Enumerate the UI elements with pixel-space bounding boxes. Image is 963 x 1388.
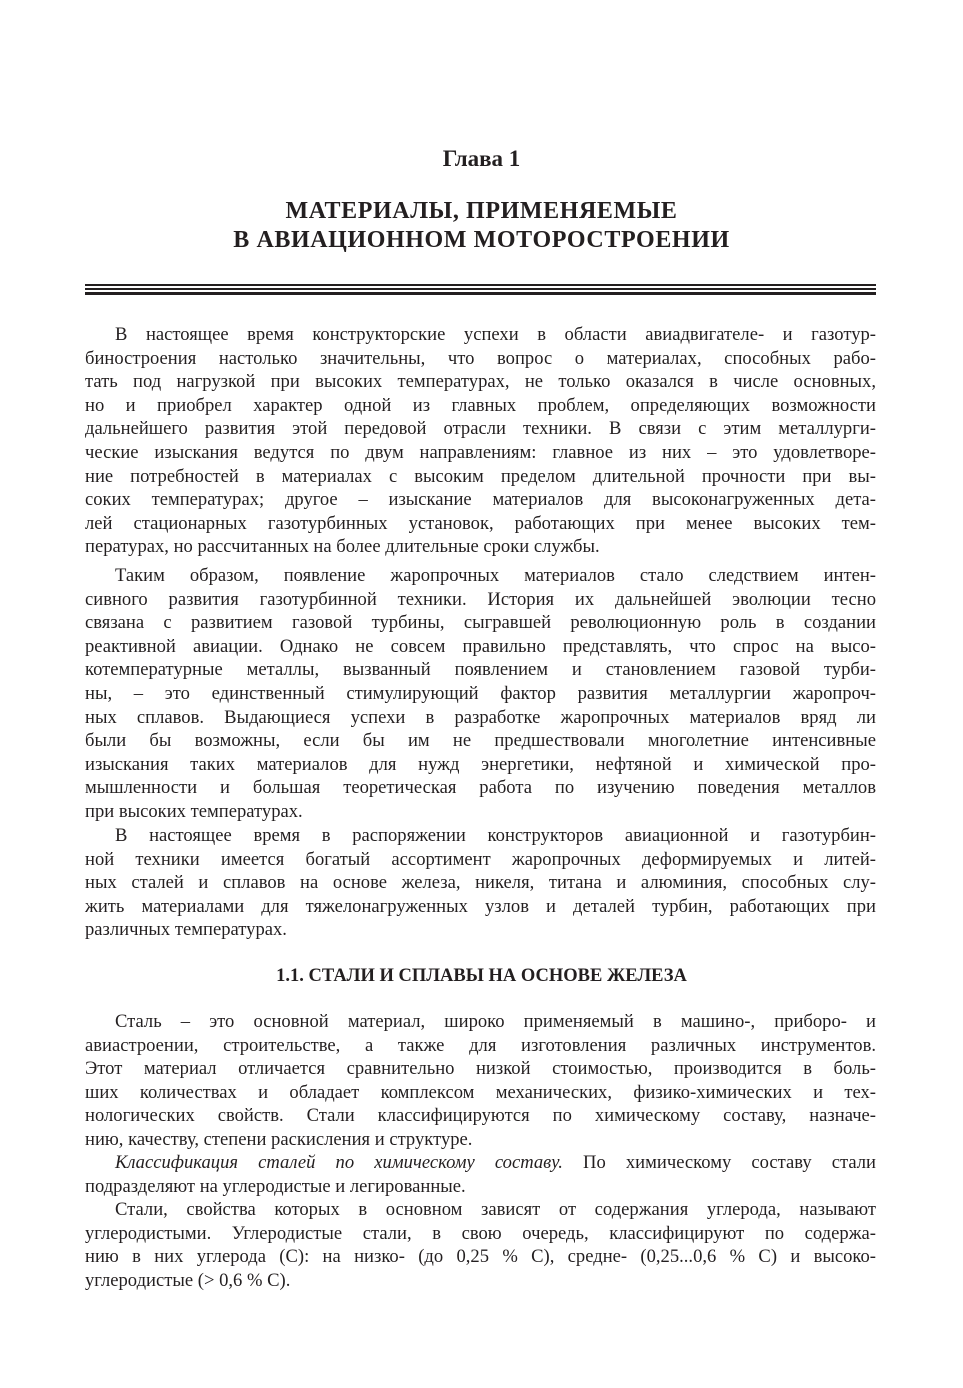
section-heading: 1.1. СТАЛИ И СПЛАВЫ НА ОСНОВЕ ЖЕЛЕЗА <box>276 966 687 986</box>
text-line: соких температурах; другое – изыскание материалов для высоконагруженных дета- <box>85 489 876 511</box>
text-line: В настоящее время конструкторские успехи в области авиадвигателе- и газотур- <box>115 324 876 345</box>
text-line: пературах, но рассчитанных на более длительные сроки службы. <box>85 536 600 558</box>
chapter-title-line-1: МАТЕРИАЛЫ, ПРИМЕНЯЕМЫЕ <box>285 198 678 224</box>
paragraph-intro <box>85 323 876 559</box>
text-line: Сталь – это основной материал, широко применяемый в машино-, приборо- и <box>115 1011 876 1032</box>
text-line: изыскания таких материалов для нужд энергетики, нефтяной и химической про- <box>85 753 876 775</box>
text-line: углеродистые (> 0,6 % С). <box>85 1269 291 1291</box>
text-line: нологических свойств. Стали классифицируются по химическому составу, назначе- <box>85 1105 876 1127</box>
text-line: Этот материал отличается сравнительно низкой стоимостью, производится в боль- <box>85 1058 876 1080</box>
text-line: жить материалами для тяжелонагруженных узлов и деталей турбин, работающих при <box>85 895 876 917</box>
text-line: углеродистыми. Углеродистые стали, в свою очередь, классифицируют по содержа- <box>85 1222 876 1244</box>
text-line: сивного развития газотурбинной техники. История их дальнейшей эволюции тесно <box>85 588 876 610</box>
text-line: тать под нагрузкой при высоких температурах, не только оказался в числе основных, <box>85 371 876 393</box>
text-line: ной техники имеется богатый ассортимент жаропрочных деформируемых и литей- <box>85 848 876 870</box>
text-line: котемпературные металлы, вызванный появлением и становлением газовой турби- <box>85 659 876 681</box>
chapter-title-line-2: В АВИАЦИОННОМ МОТОРОСТРОЕНИИ <box>233 227 730 253</box>
text-line: подразделяют на углеродистые и легированные. <box>85 1175 466 1197</box>
text-line: ных сталей и сплавов на основе железа, никеля, титана и алюминия, способных слу- <box>85 872 876 894</box>
text-line: мышленности и большая теоретическая работа по изучению поведения металлов <box>85 777 876 799</box>
text-line: но и приобрел характер одной из главных проблем, определяющих возможности <box>85 394 876 416</box>
text-line: были бы возможны, если бы им не предшествовали многолетние интенсивные <box>85 730 876 752</box>
text-line: при высоких температурах. <box>85 800 303 822</box>
text-line: авиастроении, строительстве, а также для изготовления различных инструментов. <box>85 1034 876 1056</box>
title-rule-thin-1 <box>85 284 876 286</box>
text-line: лей стационарных газотурбинных установок, работающих при менее высоких тем- <box>85 512 876 534</box>
text-run: По химическому составу стали <box>562 1152 876 1173</box>
title-rule-thick <box>85 292 876 295</box>
text-line: ческие изыскания ведутся по двум направлениям: главное из них – это удовлетворе- <box>85 441 876 463</box>
text-line: Таким образом, появление жаропрочных материалов стало следствием интен- <box>115 565 876 586</box>
text-line: нию в них углерода (С): на низко- (до 0,25 % С), средне- (0,25...0,6 % С) и высоко- <box>85 1246 876 1268</box>
paragraph-assortment <box>85 824 876 942</box>
title-rule-thin-2 <box>85 288 876 290</box>
text-line: ны, – это единственный стимулирующий фактор развития металлургии жаропроч- <box>85 682 876 704</box>
text-line <box>85 1151 876 1175</box>
text-line: различных температурах. <box>85 919 287 941</box>
chapter-label: Глава 1 <box>442 146 521 171</box>
text-line: Стали, свойства которых в основном зависят от содержания углерода, называют <box>115 1199 876 1220</box>
text-line: нию, качеству, степени раскисления и структуре. <box>85 1128 473 1150</box>
text-line: ших количествах и обладает комплексом механических, физико-химических и тех- <box>85 1081 876 1103</box>
paragraph-carbon-steels <box>85 1198 876 1292</box>
paragraph-history <box>85 564 876 824</box>
text-line: ние потребностей в материалах с высоким пределом длительной прочности при вы- <box>85 465 876 487</box>
italic-lead: Классификация сталей по химическому составу. <box>115 1152 563 1173</box>
text-line: биностроения настолько значительны, что вопрос о материалах, способных рабо- <box>85 347 876 369</box>
paragraph-classification <box>85 1151 876 1198</box>
paragraph-steel-definition <box>85 1010 876 1152</box>
text-line: реактивной авиации. Однако не совсем правильно представлять, что спрос на высо- <box>85 635 876 657</box>
text-line: ных сплавов. Выдающиеся успехи в разработке жаропрочных материалов вряд ли <box>85 706 876 728</box>
text-line: связана с развитием газовой турбины, сыгравшей революционную роль в создании <box>85 612 876 634</box>
text-line: дальнейшего развития этой передовой отрасли техники. В связи с этим металлурги- <box>85 418 876 440</box>
text-line: В настоящее время в распоряжении конструкторов авиационной и газотурбин- <box>115 825 876 846</box>
